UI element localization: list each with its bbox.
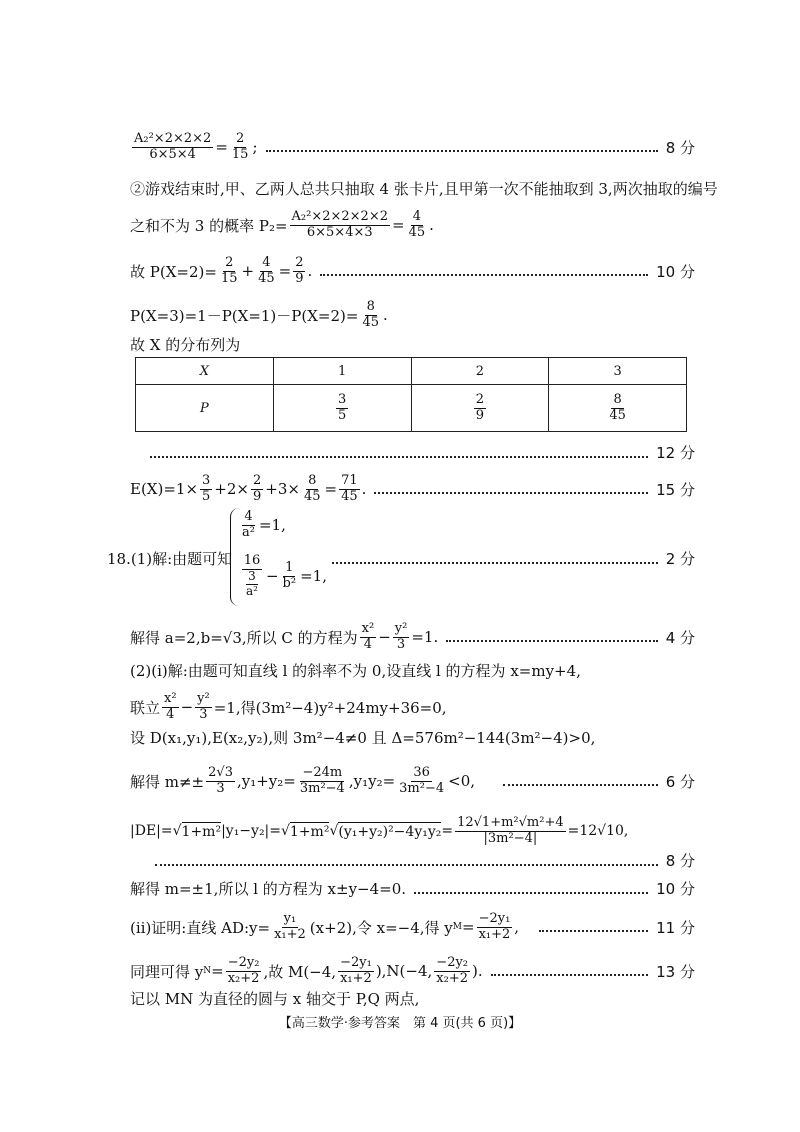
line-table-score (150, 442, 695, 463)
fraction: $\frac{4}{45}$ (408, 209, 426, 240)
score-label: 10 分 (656, 262, 695, 281)
line-case2-prob: 之和不为 3 的概率 P₂= $\frac{\text{A₂²×2×2×2×2}}{6\times 5\times 4\times 3}$ = $\frac{4}{45}$ . (130, 209, 434, 240)
table-cell: $\frac{8}{45}$ (549, 385, 687, 432)
fraction: $\frac{\text{A₂²×2×2×2}}{6\times 5\times 4}$ (134, 131, 212, 162)
line-proof-ad: (ⅱ)证明:直线 AD:y= $\frac{\text{y₁}}{\text{x₁+2}}$ (x+2),令 x=−4,得 y M = $\frac{\text{−2y₁}}{\text{x₁+2}}$ , 11 分 (130, 911, 695, 942)
dot-leader (266, 150, 658, 152)
table-cell: 2 (411, 358, 549, 385)
score-label: 12 分 (656, 444, 695, 462)
line-part2-intro: (2)(ⅰ)解:由题可知直线 l 的斜率不为 0,设直线 l 的方程为 x=my+4, (130, 662, 581, 680)
line-prob-part1: $\frac{\text{A₂²×2×2×2}}{6\times 5\times 4}$ = $\frac{2}{15}$ ; 8 分 (134, 131, 695, 162)
table-cell: $\frac{2}{9}$ (411, 385, 549, 432)
dot-leader (150, 456, 648, 458)
line-solve-m: 解得 m≠± $\frac{2√3}{3}$ ,y₁+y₂= $\frac{-24m}{\text{3m²−4}}$ ,y₁y₂= $\frac{36}{\text{3m²−4}}$ <0, 6 分 (130, 765, 695, 796)
score-label: 8 分 (665, 852, 695, 870)
table-cell: 3 (549, 358, 687, 385)
score-label: 15 分 (656, 480, 695, 499)
page-footer: 【高三数学·参考答案 第 4 页(共 6 页)】 (278, 1016, 522, 1031)
table-row (136, 385, 687, 432)
line-de-score (155, 850, 695, 871)
line-q18 (107, 548, 695, 569)
score-label: 6 分 (665, 772, 695, 791)
line-px3: P(X=3)=1－P(X=1)－P(X=2)= $\frac{8}{45}$ . (130, 299, 388, 330)
equation-system (230, 508, 327, 608)
score-label: 4 分 (665, 628, 695, 647)
line-expectation: E(X)=1× $\frac{3}{5}$ +2× $\frac{2}{9}$ +3× $\frac{8}{45}$ = $\frac{71}{45}$ . 15 分 (130, 473, 695, 504)
dot-leader (320, 274, 648, 276)
dot-leader (539, 930, 648, 932)
line-circle-mn: 记以 MN 为直径的圆与 x 轴交于 P,Q 两点, (130, 990, 420, 1008)
dot-leader (374, 492, 648, 494)
question-label: 18.(1)解:由题可知 (107, 550, 233, 568)
table-cell: 1 (273, 358, 411, 385)
line-mn-points: 同理可得 y N = $\frac{\text{−2y₂}}{\text{x₂+2}}$ ,故 M(−4, $\frac{\text{−2y₁}}{\text{x₁+2}}$ ),N(−4, $\frac{\text{−2y₂}}{\text{x₂+2}}$ ). 13 分 (130, 955, 695, 986)
fraction: $\frac{2}{15}$ (231, 131, 249, 162)
dot-leader (503, 784, 658, 786)
system-eq-2: $\frac{16}{\frac{3}{\text{a²}}}$ − $\frac{1}{\text{b²}}$ =1, (243, 553, 327, 598)
dot-leader (155, 864, 658, 866)
table-row (136, 358, 687, 385)
score-label: 11 分 (656, 918, 695, 937)
fraction: $\frac{\text{A₂²×2×2×2×2}}{6\times 5\times 4\times 3}$ (291, 209, 388, 240)
score-label: 13 分 (656, 962, 695, 981)
distribution-table (135, 357, 687, 432)
dot-leader (332, 562, 658, 564)
line-combine: 联立 $\frac{\text{x²}}{4}$ − $\frac{\text{y²}}{3}$ =1,得(3m²−4)y²+24my+36=0, (130, 691, 447, 722)
system-eq-1: $\frac{4}{\text{a²}}$ =1, (242, 509, 286, 540)
table-cell: X (136, 358, 274, 385)
score-label: 8 分 (665, 138, 695, 157)
table-cell: $\frac{3}{5}$ (273, 385, 411, 432)
line-px2: 故 P(X=2)= $\frac{2}{15}$ + $\frac{4}{45}$ = $\frac{2}{9}$ . 10 分 (130, 255, 695, 286)
dot-leader (446, 640, 657, 642)
line-assume-points: 设 D(x₁,y₁),E(x₂,y₂),则 3m²−4≠0 且 Δ=576m²−144(3m²−4)>0, (130, 729, 596, 747)
line-equation-c: 解得 a=2,b=√3,所以 C 的方程为 $\frac{\text{x²}}{4}$ − $\frac{\text{y²}}{3}$ =1. 4 分 (130, 621, 695, 652)
line-dist-intro: 故 X 的分布列为 (130, 336, 241, 354)
line-l-equation: 解得 m=±1,所以 l 的方程为 x±y−4=0. 10 分 (130, 880, 695, 898)
score-label: 2 分 (665, 550, 695, 568)
line-case2-text: ②游戏结束时,甲、乙两人总共只抽取 4 张卡片,且甲第一次不能抽取到 3,两次抽取的编号 (130, 180, 718, 198)
dot-leader (414, 892, 648, 894)
dot-leader (491, 974, 648, 976)
table-cell: P (136, 385, 274, 432)
line-de-length: |DE|= √ 1+m² |y₁−y₂|= √ 1+m² √ (y₁+y₂)²−4y₁y₂ = $\frac{\text{12√1+m²√m²+4}}{\text{|3m²−4|}}$ =12√10, (130, 815, 629, 846)
score-label: 10 分 (656, 880, 695, 898)
